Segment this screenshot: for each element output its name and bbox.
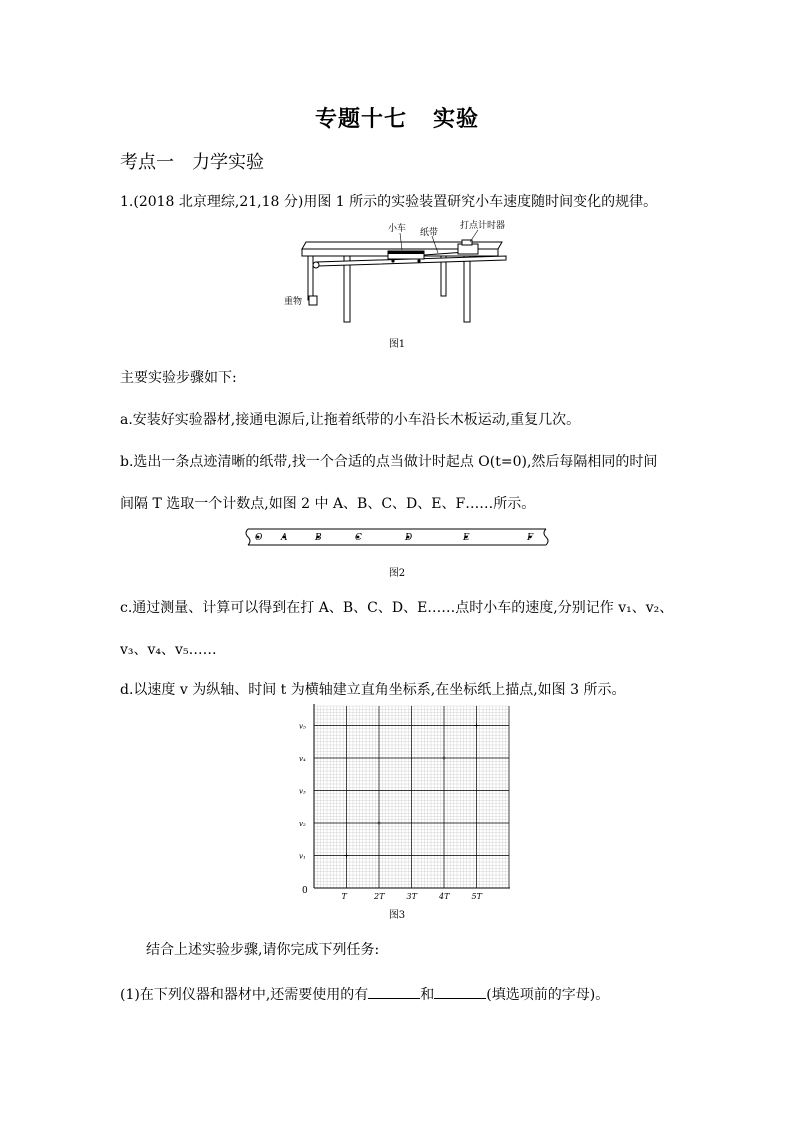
step-d: d.以速度 v 为纵轴、时间 t 为横轴建立直角坐标系,在坐标纸上描点,如图 3 所示。 <box>120 682 626 698</box>
tape-point-label: A <box>281 533 288 543</box>
title-part1: 专题十七 <box>314 106 407 132</box>
step-c-line2: v₃、v₄、v₅…… <box>120 642 217 658</box>
x-tick-label: T <box>341 892 347 900</box>
title-part2: 实验 <box>433 106 480 132</box>
cart-wheel <box>417 259 420 262</box>
figure2-tape <box>242 526 552 550</box>
tape-point-label: B <box>315 533 322 543</box>
step-b-line2: 间隔 T 选取一个计数点,如图 2 中 A、B、C、D、E、F……所示。 <box>120 496 536 512</box>
figure1-apparatus <box>278 216 514 328</box>
figure2-caption: 图2 <box>388 568 406 579</box>
page-title <box>0 102 794 133</box>
x-tick-label: 2T <box>374 892 385 900</box>
tape-point-label: D <box>405 533 413 543</box>
task-1 <box>120 984 609 1005</box>
cart-wheel <box>391 259 394 262</box>
tape-point-label: E <box>463 533 470 543</box>
origin-label: 0 <box>302 886 308 896</box>
figure3-caption: 图3 <box>388 910 406 921</box>
tape-point-label: O <box>255 533 263 543</box>
y-tick-label: v₁ <box>299 852 306 861</box>
y-tick-label: v₄ <box>299 755 306 763</box>
x-tick-label: 5T <box>471 892 482 900</box>
figure1-caption: 图1 <box>388 339 406 350</box>
task1-prefix: (1)在下列仪器和器材中,还需要使用的有 <box>120 987 369 1003</box>
label-cart: 小车 <box>388 224 407 234</box>
task1-suffix: (填选项前的字母)。 <box>486 987 610 1003</box>
cart-top <box>388 251 424 254</box>
y-tick-label: v₂ <box>299 820 306 828</box>
section-part1: 考点一 <box>120 152 174 173</box>
table-leg-back <box>308 256 313 300</box>
y-tick-label: v₅ <box>299 722 306 731</box>
y-tick-label: v₃ <box>299 787 306 796</box>
pulley <box>313 262 319 268</box>
tape-torn-right <box>544 529 548 545</box>
x-tick-label: 4T <box>439 892 450 900</box>
y-axis-label <box>308 704 313 705</box>
weight <box>309 296 317 305</box>
tape-point-label: F <box>527 533 534 543</box>
label-tape: 纸带 <box>420 228 439 238</box>
figure3-chart <box>290 704 510 900</box>
leader-line <box>470 230 478 242</box>
answer-blank-1[interactable] <box>368 984 420 999</box>
section-part2: 力学实验 <box>192 152 264 173</box>
tape-torn-left <box>246 529 250 545</box>
table-leg <box>464 256 470 322</box>
question-intro: 1.(2018 北京理综,21,18 分)用图 1 所示的实验装置研究小车速度随时间变化的规律。 <box>120 194 658 210</box>
section-heading <box>120 148 264 174</box>
step-c-line1: c.通过测量、计算可以得到在打 A、B、C、D、E……点时小车的速度,分别记作 v₁、v₂、 <box>120 600 674 616</box>
task1-mid: 和 <box>420 987 435 1003</box>
main-steps-label: 主要实验步骤如下: <box>120 370 237 386</box>
step-a: a.安装好实验器材,接通电源后,让拖着纸带的小车沿长木板运动,重复几次。 <box>120 412 581 428</box>
x-tick-label: 3T <box>406 892 417 900</box>
tape-point-label: C <box>355 533 362 543</box>
answer-blank-2[interactable] <box>434 984 486 999</box>
label-weight: 重物 <box>284 297 303 307</box>
label-timer: 打点计时器 <box>460 221 506 231</box>
step-b-line1: b.选出一条点迹清晰的纸带,找一个合适的点当做计时起点 O(t=0),然后每隔相同的时间 <box>120 454 658 470</box>
table-leg <box>344 256 350 322</box>
task-intro: 结合上述实验步骤,请你完成下列任务: <box>146 942 380 958</box>
